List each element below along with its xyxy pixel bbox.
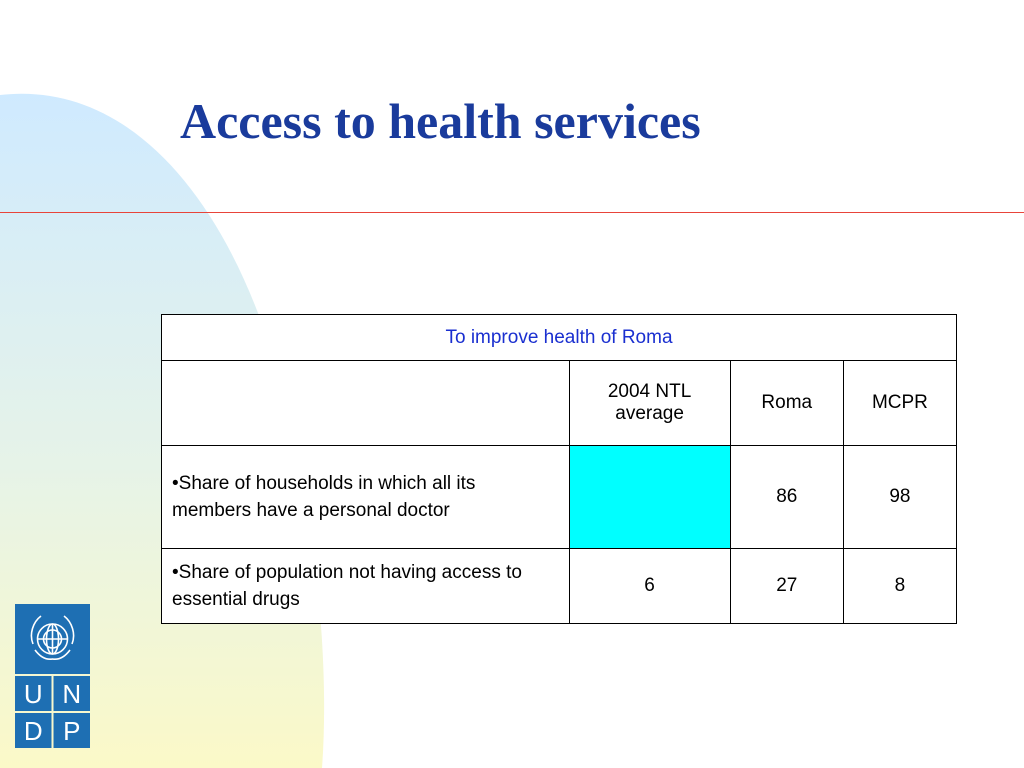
table-caption-row (162, 315, 957, 361)
cell-ntl: 6 (569, 549, 730, 624)
cell-mcpr: 98 (843, 446, 956, 549)
table-header-row (162, 361, 957, 446)
cell-ntl-highlighted (569, 446, 730, 549)
table-row (162, 549, 957, 624)
logo-letter-n: N (62, 679, 82, 709)
data-table (161, 314, 957, 624)
logo-letter-d: D (23, 716, 43, 746)
header-ntl-average: 2004 NTL average (569, 361, 730, 446)
logo-letter-p: P (63, 716, 81, 746)
table-row (162, 446, 957, 549)
row-label: •Share of households in which all its members have a personal doctor (162, 446, 570, 549)
undp-logo (15, 604, 90, 748)
header-mcpr: MCPR (843, 361, 956, 446)
logo-letter-u: U (23, 679, 43, 709)
cell-roma: 27 (730, 549, 843, 624)
cell-mcpr: 8 (843, 549, 956, 624)
slide-title: Access to health services (180, 93, 701, 149)
row-label: •Share of population not having access to essential drugs (162, 549, 570, 624)
cell-roma: 86 (730, 446, 843, 549)
table-caption: To improve health of Roma (162, 315, 957, 361)
title-divider (0, 212, 1024, 213)
header-roma: Roma (730, 361, 843, 446)
header-blank (162, 361, 570, 446)
